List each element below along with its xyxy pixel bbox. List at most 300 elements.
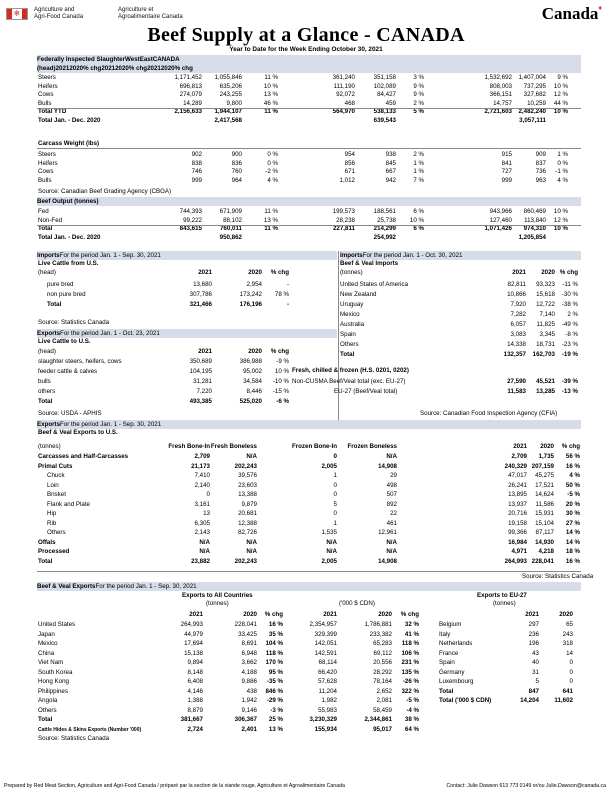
cell: N/A <box>246 538 257 546</box>
cell: 938 <box>385 151 396 158</box>
cell: 7,140 <box>539 311 555 318</box>
imports-beef-row <box>37 331 581 339</box>
row-label: Italy <box>439 630 451 638</box>
cell: 4 % <box>569 472 580 479</box>
cell: 243,255 <box>219 91 242 98</box>
cell: 9,886 <box>241 678 257 685</box>
cell: 38 % <box>404 716 419 723</box>
cell: 15,931 <box>535 510 554 517</box>
cell: 30 % <box>565 510 580 517</box>
exports-us-row <box>37 482 581 490</box>
cell: 176,196 <box>239 301 262 308</box>
cell: 17,694 <box>184 640 203 647</box>
row-label: feeder cattle & calves <box>38 368 98 375</box>
cell: 11,583 <box>507 388 526 395</box>
row-label: France <box>439 649 459 657</box>
cell: 2,954 <box>246 281 262 288</box>
cell: 16 % <box>565 557 580 565</box>
cell: 13,937 <box>508 500 527 508</box>
subsection-title: Live Cattle to U.S. <box>38 338 91 345</box>
col: Fresh Boneless <box>210 443 257 450</box>
row-label: Mexico <box>340 311 360 318</box>
row-label: Total <box>340 351 355 358</box>
carcass-row <box>37 168 581 176</box>
cell: 459 <box>385 99 396 107</box>
region-west: West <box>125 56 140 63</box>
cell: 14,908 <box>378 462 397 470</box>
row-label: Japan <box>38 630 55 638</box>
cell: 233,382 <box>369 630 392 638</box>
cell: 188,561 <box>373 208 396 215</box>
cell: 236 <box>528 630 539 638</box>
col-2021: 2021 <box>101 65 116 72</box>
col: % chg <box>270 269 289 276</box>
cell: 892 <box>386 500 397 508</box>
subsection-title: Fresh, chilled & frozen (H.S. 0201, 0202) <box>292 367 409 374</box>
row-label: Others <box>47 529 66 536</box>
eu27-row <box>438 650 581 658</box>
exports-us-row <box>37 539 581 547</box>
cell: 44,979 <box>184 630 203 638</box>
cell: -26 % <box>402 678 419 685</box>
row-label: United States <box>38 621 76 628</box>
row-label: Viet Nam <box>38 659 64 666</box>
unit-label: (tonnes) <box>38 443 61 450</box>
cell: 15,104 <box>535 519 554 527</box>
exports-us-row <box>37 501 581 509</box>
fresh-chilled-row <box>37 388 581 396</box>
cell: 95,002 <box>243 368 262 375</box>
col: 2021 <box>525 611 539 618</box>
cell: 10 % <box>553 208 568 215</box>
col: Frozen Bone-In <box>291 443 337 450</box>
imports-beef-source <box>37 410 581 418</box>
cell: 0 <box>206 491 210 498</box>
cell: N/A <box>386 548 397 555</box>
cell: 33,425 <box>238 630 257 638</box>
unit-label: (tonnes) <box>340 269 363 276</box>
cell: 82,811 <box>507 281 526 288</box>
cell: 87,117 <box>535 529 554 536</box>
exports-us-row <box>37 548 581 556</box>
imports-beef-subtitle <box>37 260 581 268</box>
cell: 846 % <box>265 687 283 695</box>
col: Fresh Bone-In <box>168 443 210 450</box>
col-2021: 2021 <box>147 65 161 72</box>
cell: 9,146 <box>241 706 257 714</box>
exports-live-row <box>37 398 581 406</box>
carcass-source <box>37 188 581 196</box>
cell: 142,591 <box>314 649 337 657</box>
cell: 635,206 <box>219 82 242 90</box>
cell: -6 % <box>276 398 289 405</box>
cell: 4 % <box>557 176 568 184</box>
cell: -15 % <box>272 388 289 395</box>
cell: 6 % <box>413 225 424 232</box>
page-subtitle: Year to Date for the Week Ending October 30, 2021 <box>229 46 383 53</box>
eu27-row <box>438 631 581 639</box>
cell: -35 % <box>266 678 283 685</box>
cell: 1 <box>333 472 337 479</box>
source-note: Source: Canadian Beef Grading Agency (CBGA) <box>38 188 172 195</box>
col: 2020 <box>559 611 573 618</box>
row-label: Hong Kong <box>38 678 69 685</box>
cell: 11,204 <box>318 687 337 695</box>
cell: 11 % <box>264 74 278 81</box>
cell: -19 % <box>561 351 578 358</box>
col-% chg: % chg <box>83 65 102 72</box>
row-label: Carcasses and Half-Carcasses <box>38 453 129 460</box>
cell: 228,041 <box>531 557 554 565</box>
cell: 12,722 <box>536 301 555 308</box>
cell: 57,628 <box>318 678 337 685</box>
cell: 5 <box>535 678 539 685</box>
cell: 69,112 <box>373 649 392 657</box>
cell: 6 % <box>413 208 424 215</box>
cell: 45,275 <box>535 472 554 479</box>
row-label: non pure bred <box>47 291 86 298</box>
cell: 202,243 <box>234 462 257 470</box>
subsection-title: Live Cattle from U.S. <box>38 260 99 267</box>
cell: - <box>286 301 289 308</box>
output-row <box>37 234 581 242</box>
cell: 760,011 <box>219 225 242 232</box>
cell: 66,420 <box>318 668 337 676</box>
exports-all-row <box>37 716 581 724</box>
cell: 322 % <box>401 687 419 695</box>
cell: -5 % <box>567 491 580 498</box>
cell: 0 <box>569 668 573 676</box>
cell: 746 <box>191 168 202 175</box>
imports-beef-bar <box>340 251 581 260</box>
row-label: Fed <box>38 208 49 215</box>
cell: 14,757 <box>493 99 512 107</box>
cell: 2,724 <box>187 725 203 733</box>
cell: 10 % <box>263 82 278 90</box>
exports-us-row <box>37 453 581 461</box>
cell: 274,079 <box>179 91 202 98</box>
slaughter-row <box>37 83 581 91</box>
row-label: Uruguay <box>340 301 364 308</box>
cell: 20 % <box>565 500 580 508</box>
cell: 1,982 <box>321 697 337 704</box>
cell: 20,716 <box>508 510 527 517</box>
unit-label: (tonnes) <box>206 600 229 607</box>
cell: 11,586 <box>535 500 554 508</box>
cell: -11 % <box>562 281 578 288</box>
cell: 10 % <box>409 216 424 224</box>
cell: 26,241 <box>508 481 527 489</box>
cell: 361,240 <box>332 74 355 81</box>
imports-beef-row <box>37 281 581 289</box>
cell: 1,012 <box>339 176 355 184</box>
cell: 351,158 <box>373 74 396 81</box>
row-label: Total <box>38 398 53 405</box>
eu27-row <box>438 678 581 686</box>
cell: 16 % <box>565 462 580 470</box>
cell: 381,667 <box>180 716 203 723</box>
period: For the period Jan. 1 - Sep. 30, 2021 <box>59 252 161 259</box>
footer-contact: Contact: Julie Dawson 613 773 0149 or/ou Julie.Dawson@canada.ca <box>446 783 606 789</box>
cell: 93,323 <box>536 281 555 288</box>
imports-beef-row <box>37 301 581 309</box>
dept-fr-line-1: Agriculture et <box>118 7 154 13</box>
cell: 438 <box>246 687 257 695</box>
cell: 228,041 <box>234 621 257 628</box>
row-label: China <box>38 649 55 657</box>
exports-all-units <box>37 600 581 608</box>
cell: 2,401 <box>241 725 257 733</box>
cell: 13,895 <box>508 491 527 498</box>
eu27-row <box>438 621 581 629</box>
cell: 11 % <box>264 108 278 115</box>
cell: 2,005 <box>321 462 337 470</box>
cell: -49 % <box>561 321 578 328</box>
cell: 17,521 <box>535 481 554 489</box>
cell: 0 % <box>267 159 278 167</box>
cell: -8 % <box>565 331 578 338</box>
unit-label: ('000 $ CDN) <box>339 600 375 607</box>
source-note: Source: USDA - APHIS <box>38 410 102 417</box>
cell: 104 % <box>265 640 283 647</box>
cell: 207,159 <box>531 462 554 470</box>
cell: 841 <box>501 159 512 167</box>
output-header-bar <box>37 197 581 206</box>
cell: 58,459 <box>373 706 392 714</box>
imports-beef-row <box>37 321 581 329</box>
cell: 19,158 <box>508 519 527 527</box>
cell: 8,446 <box>246 388 262 395</box>
cell: 88,102 <box>223 216 242 224</box>
cell: 9,879 <box>241 500 257 508</box>
cell: 18 % <box>565 548 580 555</box>
row-label: Offals <box>38 538 56 546</box>
cell: 29 <box>390 472 397 479</box>
row-label: Flank and Plate <box>47 500 90 508</box>
cell: 35 % <box>268 630 283 638</box>
cell: 297 <box>528 621 539 628</box>
cell: 11 % <box>264 208 278 215</box>
row-label: Processed <box>38 548 70 555</box>
col: 2021 <box>189 611 203 618</box>
cell: 13 <box>203 510 210 517</box>
cell: 13,388 <box>238 491 257 498</box>
row-label: Steers <box>38 151 56 158</box>
cell: 44 % <box>553 99 568 107</box>
cell: 1 % <box>413 159 424 167</box>
cell: 135 % <box>401 668 419 676</box>
row-label: Total Jan. - Dec. 2020 <box>38 116 101 124</box>
maple-leaf-icon: ♦ <box>598 4 602 12</box>
cell: 43 <box>532 649 539 657</box>
cell: -3 % <box>270 706 283 714</box>
col-% chg: % chg <box>174 65 193 72</box>
col-2020: 2020 <box>69 65 84 72</box>
department-name-fr <box>118 7 183 21</box>
cell: 118 % <box>401 640 419 647</box>
cell: 11,825 <box>536 321 555 328</box>
row-label: New Zealand <box>340 291 377 298</box>
cell: 23,603 <box>238 481 257 489</box>
cell: 64 % <box>404 725 419 733</box>
cell: 2,354,957 <box>309 621 337 628</box>
dept-fr-line-2: Agroalimentaire Canada <box>118 14 183 20</box>
cell: -9 % <box>276 358 289 365</box>
carcass-row <box>37 160 581 168</box>
cell: -2 % <box>265 168 278 175</box>
cell: 5 % <box>413 108 424 115</box>
cell: 50 % <box>565 481 580 489</box>
period: For the period Jan. 1 - Sep. 30, 2021 <box>60 421 162 428</box>
row-label: Bulls <box>38 99 52 107</box>
col: 2021 <box>512 269 526 276</box>
cell: 240,329 <box>504 462 527 470</box>
cell: 2,709 <box>194 453 210 460</box>
row-label: South Korea <box>38 668 73 676</box>
cell: 8,691 <box>241 640 257 647</box>
cell: 696,813 <box>179 82 202 90</box>
divider <box>37 148 581 149</box>
col: 2020 <box>243 611 257 618</box>
cell: 538,133 <box>373 108 396 115</box>
cell: 39,576 <box>238 472 257 479</box>
cell: N/A <box>326 548 337 555</box>
cell: 12,388 <box>238 519 257 527</box>
cell: 14 <box>566 649 573 657</box>
row-label: Cows <box>38 168 54 175</box>
imports-beef-cols <box>37 269 581 277</box>
col: 2021 <box>323 611 337 618</box>
imports-beef-row <box>37 291 581 299</box>
slaughter-row <box>37 91 581 99</box>
cell: 838 <box>191 159 202 167</box>
cell: 13,285 <box>536 388 555 395</box>
row-label: Non-Fed <box>38 216 63 224</box>
cell: 14 % <box>565 529 580 536</box>
eu27-row <box>438 669 581 677</box>
cell: 0 <box>569 659 573 666</box>
cell: 16,984 <box>508 538 527 546</box>
cell: -4 % <box>406 706 419 714</box>
cell: 1,071,426 <box>484 225 512 232</box>
cell: 22 <box>390 510 397 517</box>
cell: 1,407,004 <box>518 74 546 81</box>
cell: 199,573 <box>332 208 355 215</box>
cell: 25 % <box>268 716 283 723</box>
cell: -38 % <box>561 301 578 308</box>
cell: 507 <box>386 491 397 498</box>
group-title: Exports to EU-27 <box>477 592 527 599</box>
col-2020: 2020 <box>115 65 129 72</box>
cell: 104,195 <box>189 368 212 375</box>
row-label: Germany <box>439 668 465 676</box>
cell: 736 <box>535 168 546 175</box>
cell: 4,146 <box>187 687 203 695</box>
carcass-row <box>37 177 581 185</box>
cell: 2 % <box>413 151 424 158</box>
cell: 1,944,107 <box>214 108 242 115</box>
cell: 14 % <box>565 538 580 546</box>
cell: 808,003 <box>489 82 512 90</box>
unit-label: (head) <box>38 348 56 355</box>
cell: 113,840 <box>524 216 546 224</box>
row-label: Cattle Hides & Skins Exports (Number '000) <box>38 726 142 733</box>
cell: 2 % <box>413 99 424 107</box>
row-label: Total <box>47 301 62 308</box>
cell: 3,345 <box>539 331 555 338</box>
page-title: Beef Supply at a Glance - CANADA <box>147 24 465 46</box>
cell: 3,057,111 <box>519 116 546 124</box>
cell: 999 <box>191 176 202 184</box>
cell: 264,993 <box>504 557 527 565</box>
cell: N/A <box>199 548 210 555</box>
cell: 307,786 <box>189 291 212 298</box>
exports-us-row <box>37 472 581 480</box>
slaughter-cols-bar <box>37 64 581 73</box>
carcass-title <box>37 140 581 148</box>
col: % chg <box>559 269 578 276</box>
cell: 13 % <box>268 725 283 733</box>
exports-us-row <box>37 463 581 471</box>
cell: 2,482,240 <box>518 108 546 115</box>
fresh-chilled-title <box>37 367 581 375</box>
cell: 306,367 <box>234 716 257 723</box>
eu27-row <box>438 640 581 648</box>
col: 2021 <box>198 348 212 355</box>
col: % chg <box>270 348 289 355</box>
cell: 0 <box>333 453 337 460</box>
cell: 3,230,329 <box>309 716 337 723</box>
section-title: Imports <box>37 252 60 259</box>
exports-all-row <box>37 726 581 734</box>
canada-wordmark <box>542 4 602 24</box>
imports-beef-row <box>37 341 581 349</box>
exports-us-bar <box>37 420 581 429</box>
cell: 7,410 <box>194 472 210 479</box>
cell: 744,393 <box>179 208 202 215</box>
cell: 47,017 <box>508 472 527 479</box>
row-label: Total <box>38 557 53 565</box>
cell: 12,961 <box>378 529 397 536</box>
cell: 34,584 <box>243 378 262 385</box>
cell: 214,299 <box>373 225 396 232</box>
cell: 7,282 <box>510 311 526 318</box>
cell: 847 <box>528 687 539 695</box>
cell: 14,338 <box>507 341 526 348</box>
cell: 6,057 <box>510 321 526 328</box>
subsection-title: Carcass Weight (lbs) <box>38 140 100 147</box>
cell: 23,882 <box>191 557 210 565</box>
cell: 1,171,452 <box>174 74 202 81</box>
cell: 20,681 <box>238 510 257 517</box>
cell: 14,624 <box>535 491 554 498</box>
divider <box>37 108 581 109</box>
source-note: Source: Statistics Canada <box>38 319 110 326</box>
cell: 173,242 <box>239 291 262 298</box>
cell: 7,220 <box>196 388 212 395</box>
cell: 9 % <box>413 91 424 98</box>
col: % chg <box>400 611 419 618</box>
cell: 82,726 <box>238 529 257 536</box>
cell: 2,156,633 <box>174 108 202 115</box>
cell: 65 <box>566 621 573 628</box>
col: 2021 <box>513 443 527 450</box>
row-label: others <box>38 388 56 395</box>
cell: -23 % <box>561 341 578 348</box>
cell: 836 <box>231 159 242 167</box>
cell: 15,138 <box>184 649 203 657</box>
cell: 10 % <box>553 82 568 90</box>
